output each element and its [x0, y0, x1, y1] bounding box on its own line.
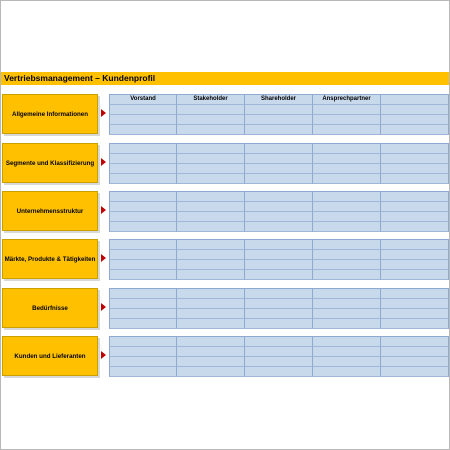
grid-cell[interactable]: [245, 299, 313, 309]
grid-cell[interactable]: [313, 309, 381, 319]
grid-cell[interactable]: [381, 115, 449, 125]
grid-cell[interactable]: [313, 222, 381, 232]
grid-cell[interactable]: [381, 125, 449, 135]
profile-section: [0, 336, 450, 376]
grid-cell[interactable]: [109, 144, 177, 154]
grid-cell[interactable]: [313, 164, 381, 174]
grid-cell[interactable]: [313, 174, 381, 184]
grid-cell[interactable]: [313, 250, 381, 260]
profile-section: [0, 288, 450, 328]
grid-cell[interactable]: [177, 270, 245, 280]
grid-cell[interactable]: [177, 164, 245, 174]
arrow-right-icon: [101, 303, 106, 311]
grid-cell[interactable]: [177, 250, 245, 260]
section-grid: [109, 94, 449, 134]
grid-cell[interactable]: [381, 192, 449, 202]
grid-cell[interactable]: [381, 357, 449, 367]
grid-cell[interactable]: [313, 367, 381, 377]
grid-cell[interactable]: [245, 222, 313, 232]
grid-cell[interactable]: [313, 212, 381, 222]
grid-cell[interactable]: [313, 105, 381, 115]
grid-cell[interactable]: [245, 347, 313, 357]
grid-cell[interactable]: [109, 289, 177, 299]
grid-cell[interactable]: [313, 125, 381, 135]
grid-cell[interactable]: [109, 202, 177, 212]
section-label: Kunden und Lieferanten: [2, 336, 98, 376]
grid-cell[interactable]: [381, 299, 449, 309]
section-grid: [109, 336, 449, 376]
grid-cell[interactable]: [245, 212, 313, 222]
grid-cell[interactable]: [177, 309, 245, 319]
column-header: Shareholder: [245, 95, 313, 105]
section-grid: [109, 239, 449, 279]
grid-cell[interactable]: [245, 270, 313, 280]
grid-cell[interactable]: [109, 319, 177, 329]
grid-cell[interactable]: [109, 164, 177, 174]
grid-cell[interactable]: [245, 202, 313, 212]
grid-cell[interactable]: [245, 309, 313, 319]
grid-cell[interactable]: [177, 202, 245, 212]
grid-cell[interactable]: [109, 192, 177, 202]
grid-cell[interactable]: [177, 347, 245, 357]
grid-cell[interactable]: [313, 337, 381, 347]
grid-cell[interactable]: [177, 289, 245, 299]
grid-cell[interactable]: [245, 260, 313, 270]
grid-cell[interactable]: [381, 319, 449, 329]
section-label: Bedürfnisse: [2, 288, 98, 328]
grid-cell[interactable]: [381, 202, 449, 212]
grid-cell[interactable]: [109, 240, 177, 250]
page-title: Vertriebsmanagement – Kundenprofil: [1, 72, 449, 85]
profile-section: [0, 239, 450, 279]
grid-cell[interactable]: [245, 115, 313, 125]
grid-cell[interactable]: [381, 240, 449, 250]
grid-cell[interactable]: [313, 319, 381, 329]
grid-cell[interactable]: [245, 154, 313, 164]
column-header: Stakeholder: [177, 95, 245, 105]
grid-cell[interactable]: [313, 347, 381, 357]
profile-section: [0, 143, 450, 183]
grid-cell[interactable]: [313, 202, 381, 212]
grid-cell[interactable]: [177, 337, 245, 347]
grid-cell[interactable]: [245, 319, 313, 329]
grid-cell[interactable]: [109, 115, 177, 125]
arrow-right-icon: [101, 254, 106, 262]
grid-cell[interactable]: [177, 240, 245, 250]
grid-cell[interactable]: [177, 192, 245, 202]
grid-cell[interactable]: [109, 299, 177, 309]
grid-cell[interactable]: [109, 154, 177, 164]
section-label: Märkte, Produkte & Tätigkeiten: [2, 239, 98, 279]
grid-cell[interactable]: [381, 270, 449, 280]
grid-cell[interactable]: [245, 250, 313, 260]
grid-cell[interactable]: [381, 212, 449, 222]
grid-cell[interactable]: [177, 212, 245, 222]
grid-cell[interactable]: [381, 337, 449, 347]
grid-cell[interactable]: [381, 164, 449, 174]
grid-cell[interactable]: [245, 337, 313, 347]
grid-cell[interactable]: [313, 270, 381, 280]
column-header: [381, 95, 449, 105]
grid-cell[interactable]: [245, 105, 313, 115]
grid-cell[interactable]: [109, 222, 177, 232]
grid-cell[interactable]: [245, 289, 313, 299]
section-label: Unternehmensstruktur: [2, 191, 98, 231]
grid-cell[interactable]: [177, 105, 245, 115]
grid-cell[interactable]: [381, 309, 449, 319]
grid-cell[interactable]: [245, 174, 313, 184]
grid-cell[interactable]: [109, 174, 177, 184]
grid-cell[interactable]: [313, 154, 381, 164]
grid-cell[interactable]: [109, 337, 177, 347]
section-label: Segmente und Klassifizierung: [2, 143, 98, 183]
grid-cell[interactable]: [245, 240, 313, 250]
grid-cell[interactable]: [381, 144, 449, 154]
grid-cell[interactable]: [245, 357, 313, 367]
column-header: Ansprechpartner: [313, 95, 381, 105]
grid-cell[interactable]: [109, 125, 177, 135]
grid-cell[interactable]: [381, 347, 449, 357]
grid-cell[interactable]: [245, 125, 313, 135]
grid-cell[interactable]: [177, 154, 245, 164]
grid-cell[interactable]: [177, 115, 245, 125]
grid-cell[interactable]: [177, 319, 245, 329]
grid-cell[interactable]: [245, 192, 313, 202]
grid-cell[interactable]: [381, 289, 449, 299]
column-header: Vorstand: [109, 95, 177, 105]
grid-cell[interactable]: [109, 260, 177, 270]
grid-cell[interactable]: [177, 299, 245, 309]
grid-cell[interactable]: [381, 367, 449, 377]
grid-cell[interactable]: [177, 222, 245, 232]
grid-cell[interactable]: [177, 174, 245, 184]
grid-cell[interactable]: [109, 347, 177, 357]
grid-cell[interactable]: [381, 174, 449, 184]
grid-cell[interactable]: [109, 212, 177, 222]
grid-cell[interactable]: [177, 357, 245, 367]
grid-cell[interactable]: [177, 367, 245, 377]
arrow-right-icon: [101, 206, 106, 214]
grid-cell[interactable]: [109, 250, 177, 260]
grid-cell[interactable]: [313, 260, 381, 270]
grid-cell[interactable]: [313, 144, 381, 154]
grid-cell[interactable]: [109, 105, 177, 115]
grid-cell[interactable]: [109, 309, 177, 319]
grid-cell[interactable]: [313, 299, 381, 309]
grid-cell[interactable]: [109, 357, 177, 367]
section-grid: [109, 191, 449, 231]
section-grid: [109, 288, 449, 328]
grid-cell[interactable]: [109, 270, 177, 280]
grid-cell[interactable]: [177, 144, 245, 154]
grid-cell[interactable]: [313, 192, 381, 202]
arrow-right-icon: [101, 158, 106, 166]
grid-cell[interactable]: [245, 367, 313, 377]
grid-cell[interactable]: [381, 260, 449, 270]
grid-cell[interactable]: [313, 289, 381, 299]
grid-cell[interactable]: [313, 357, 381, 367]
grid-cell[interactable]: [109, 367, 177, 377]
grid-cell[interactable]: [177, 125, 245, 135]
arrow-right-icon: [101, 351, 106, 359]
profile-section: [0, 94, 450, 134]
arrow-right-icon: [101, 109, 106, 117]
grid-cell[interactable]: [381, 154, 449, 164]
grid-cell[interactable]: [313, 240, 381, 250]
grid-cell[interactable]: [313, 115, 381, 125]
grid-cell[interactable]: [245, 164, 313, 174]
section-grid: [109, 143, 449, 183]
grid-cell[interactable]: [381, 105, 449, 115]
grid-cell[interactable]: [381, 222, 449, 232]
profile-section: [0, 191, 450, 231]
section-label: Allgemeine Informationen: [2, 94, 98, 134]
grid-cell[interactable]: [245, 144, 313, 154]
grid-cell[interactable]: [177, 260, 245, 270]
grid-cell[interactable]: [381, 250, 449, 260]
